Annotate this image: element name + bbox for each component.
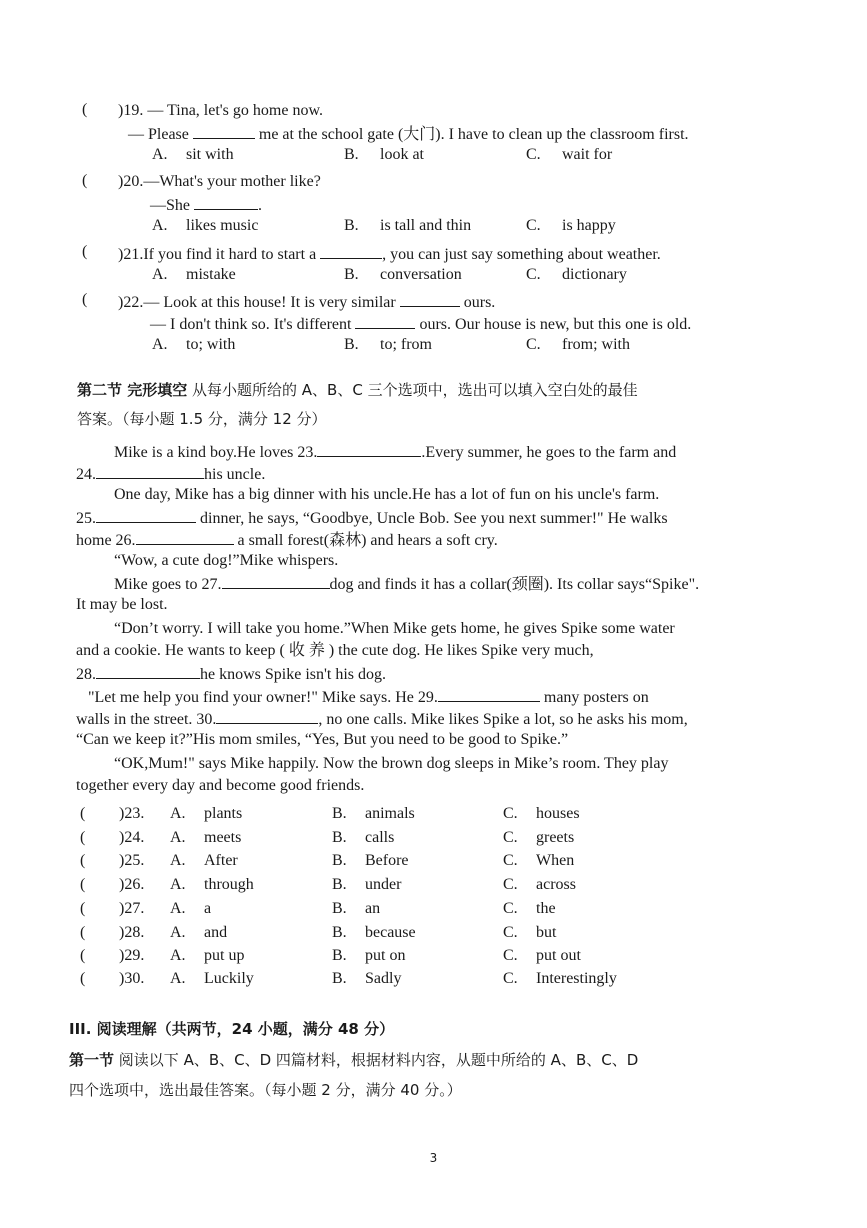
question-20-line2: —She .	[150, 194, 262, 216]
answer-paren: (	[82, 243, 88, 260]
passage-line: 28. he knows Spike isn't his dog.	[76, 663, 386, 685]
passage-line: Mike is a kind boy.He loves 23. .Every summer, he goes to the farm and	[114, 441, 676, 463]
question-text: — Tina, let's go home now.	[147, 102, 323, 119]
passage-line: It may be lost.	[76, 596, 168, 613]
question-21: )21.If you find it hard to start a , you can just say something about weather.	[118, 243, 661, 265]
answer-blank[interactable]	[194, 194, 258, 210]
answer-blank[interactable]	[320, 243, 382, 259]
answer-blank[interactable]	[438, 686, 540, 702]
passage-line: together every day and become good friends.	[76, 777, 365, 794]
answer-blank[interactable]	[317, 441, 421, 457]
choice-row: ( )26. A. through B. under C. across	[80, 876, 576, 893]
passage-line: One day, Mike has a big dinner with his uncle.He has a lot of fun on his uncle's farm.	[114, 486, 660, 503]
passage-line: home 26. a small forest(森林) and hears a soft cry.	[76, 529, 498, 551]
passage-line: walls in the street. 30. , no one calls. Mike likes Spike a lot, so he asks his mom,	[76, 708, 688, 730]
section-2-heading: 第二节 完形填空 从每小题所给的 A、B、C 三个选项中，选出可以填入空白处的最佳	[77, 381, 638, 399]
answer-blank[interactable]	[193, 123, 255, 139]
choice-row: ( )24. A. meets B. calls C. greets	[80, 829, 575, 846]
answer-blank[interactable]	[216, 708, 318, 724]
passage-line: 25. dinner, he says, “Goodbye, Uncle Bob. See you next summer!" He walks	[76, 507, 668, 529]
passage-line: “OK,Mum!" says Mike happily. Now the brown dog sleeps in Mike’s room. They play	[114, 755, 669, 772]
choice-row: ( )23. A. plants B. animals C. houses	[80, 805, 580, 822]
choice-row: ( )29. A. put up B. put on C. put out	[80, 947, 581, 964]
question-22-line2: — I don't think so. It's different ours. Our house is new, but this one is old.	[150, 313, 691, 335]
passage-line: Mike goes to 27. dog and finds it has a collar(颈圈). Its collar says“Spike".	[114, 573, 699, 595]
passage-line: “Can we keep it?”His mom smiles, “Yes, But you need to be good to Spike.”	[76, 731, 569, 748]
choice-row: ( )25. A. After B. Before C. When	[80, 852, 575, 869]
question-number: )19.	[118, 102, 144, 119]
answer-paren: (	[82, 291, 88, 308]
question-20: )20.—What's your mother like?	[118, 173, 321, 190]
section-3-title: III. 阅读理解（共两节，24 小题，满分 48 分）	[69, 1020, 395, 1038]
section-3-subheading: 第一节 阅读以下 A、B、C、D 四篇材料，根据材料内容，从题中所给的 A、B、C、D	[69, 1051, 639, 1069]
choice-row: ( )27. A. a B. an C. the	[80, 900, 556, 917]
answer-blank[interactable]	[96, 463, 204, 479]
answer-blank[interactable]	[96, 507, 196, 523]
choice-row: ( )28. A. and B. because C. but	[80, 924, 557, 941]
q21-options: A. mistake B. conversation C. dictionary	[152, 266, 627, 283]
answer-blank[interactable]	[136, 529, 234, 545]
question-19-line2: — Please me at the school gate (大门). I have to clean up the classroom first.	[128, 123, 689, 145]
passage-line: “Don’t worry. I will take you home.”When Mike gets home, he gives Spike some water	[114, 620, 675, 637]
answer-blank[interactable]	[96, 663, 200, 679]
answer-paren: (	[82, 101, 88, 118]
q22-options: A. to; with B. to; from C. from; with	[152, 336, 630, 353]
question-22: )22.— Look at this house! It is very similar ours.	[118, 291, 495, 313]
question-19	[118, 101, 323, 121]
section-3-subheading-line2: 四个选项中，选出最佳答案。（每小题 2 分，满分 40 分。）	[69, 1081, 462, 1099]
choice-row: ( )30. A. Luckily B. Sadly C. Interestingly	[80, 970, 617, 987]
answer-blank[interactable]	[355, 313, 415, 329]
answer-blank[interactable]	[222, 573, 330, 589]
passage-line: 24. his uncle.	[76, 463, 265, 485]
passage-line: “Wow, a cute dog!”Mike whispers.	[114, 552, 339, 569]
answer-paren: (	[82, 172, 88, 189]
answer-blank[interactable]	[400, 291, 460, 307]
section-2-heading-line2: 答案。（每小题 1.5 分，满分 12 分）	[77, 410, 327, 428]
q20-options: A. likes music B. is tall and thin C. is happy	[152, 217, 616, 234]
passage-line: and a cookie. He wants to keep ( 收 养 ) the cute dog. He likes Spike very much,	[76, 642, 594, 659]
q19-options: A. sit with B. look at C. wait for	[152, 146, 613, 163]
passage-line: "Let me help you find your owner!" Mike says. He 29. many posters on	[88, 686, 649, 708]
page-number: 3	[429, 1151, 438, 1165]
